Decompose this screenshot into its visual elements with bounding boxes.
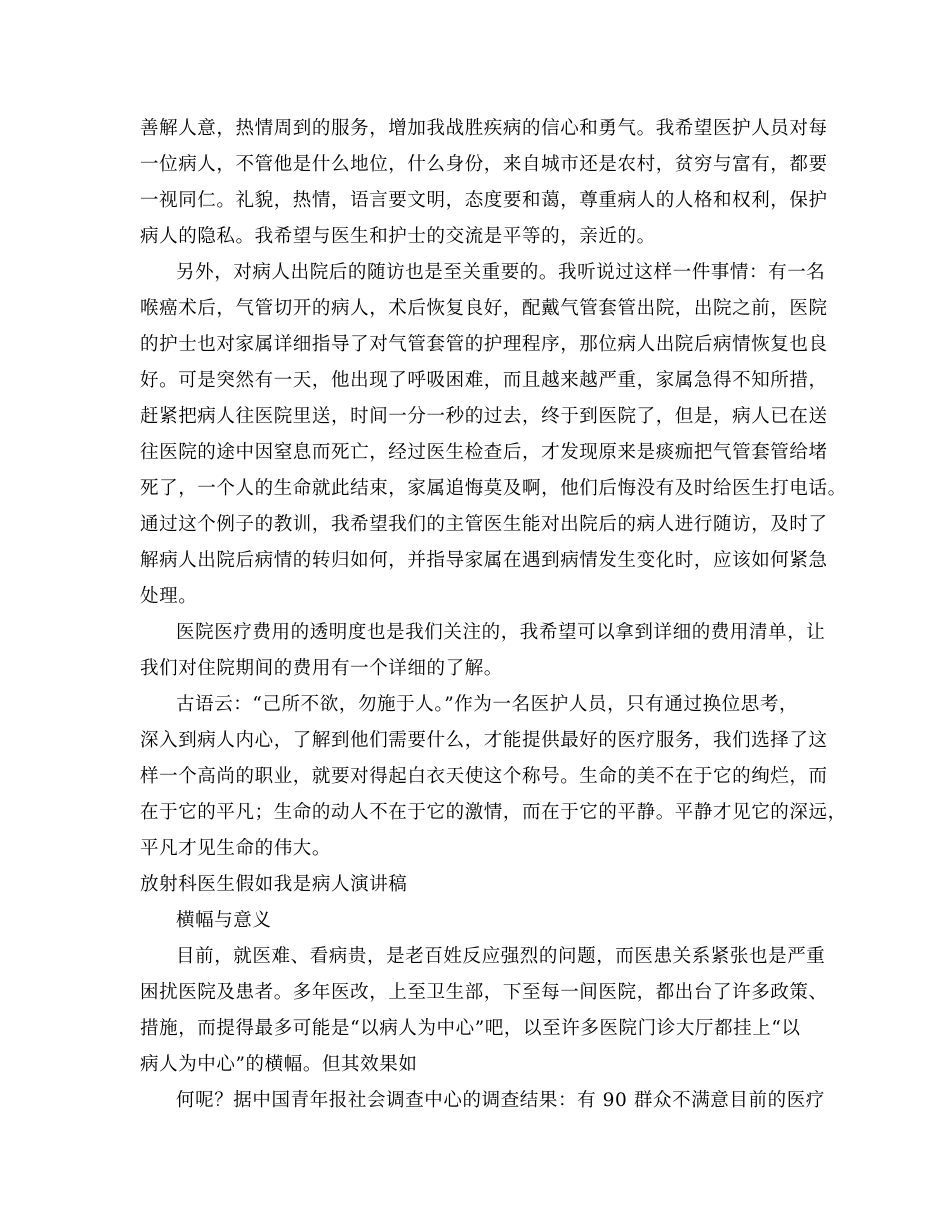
paragraph-line: 一视同仁。礼貌，热情，语言要文明，态度要和蔼，尊重病人的人格和权利，保护 <box>140 190 828 211</box>
paragraph-line: 好。可是突然有一天，他出现了呼吸困难，而且越来越严重，家属急得不知所措， <box>140 370 828 391</box>
paragraph-line: 平凡才见生命的伟大。 <box>140 838 332 859</box>
paragraph-line: 目前，就医难、看病贵，是老百姓反应强烈的问题，而医患关系紧张也是严重 <box>176 946 826 967</box>
paragraph-line: 处理。 <box>140 586 198 607</box>
paragraph-line: 我们对住院期间的费用有一个详细的了解。 <box>140 658 503 679</box>
paragraph-line: 何呢？据中国青年报社会调查中心的调查结果：有 90 群众不满意目前的医疗 <box>176 1090 825 1111</box>
paragraph-line: 赶紧把病人往医院里送，时间一分一秒的过去，终于到医院了，但是，病人已在送 <box>140 406 828 427</box>
paragraph-line: 善解人意，热情周到的服务，增加我战胜疾病的信心和勇气。我希望医护人员对每 <box>140 118 828 139</box>
paragraph-line: 病人的隐私。我希望与医生和护士的交流是平等的，亲近的。 <box>140 226 656 247</box>
document-title: 放射科医生假如我是病人演讲稿 <box>140 874 408 895</box>
paragraph-line: 往医院的途中因窒息而死亡，经过医生检查后，才发现原来是痰痂把气管套管给堵 <box>140 442 828 463</box>
paragraph-line: 在于它的平凡；生命的动人不在于它的激情，而在于它的平静。平静才见它的深远， <box>140 802 847 823</box>
paragraph-line: 喉癌术后，气管切开的病人，术后恢复良好，配戴气管套管出院，出院之前，医院 <box>140 298 828 319</box>
paragraph-line: 死了，一个人的生命就此结束，家属追悔莫及啊，他们后悔没有及时给医生打电话。 <box>140 478 847 499</box>
paragraph-line: 困扰医院及患者。多年医改，上至卫生部，下至每一间医院，都出台了许多政策、 <box>140 982 828 1003</box>
paragraph-line: 样一个高尚的职业，就要对得起白衣天使这个称号。生命的美不在于它的绚烂，而 <box>140 766 828 787</box>
paragraph-line: 医院医疗费用的透明度也是我们关注的，我希望可以拿到详细的费用清单，让 <box>176 622 826 643</box>
paragraph-line: 病人为中心”的横幅。但其效果如 <box>140 1054 418 1075</box>
paragraph-line: 的护士也对家属详细指导了对气管套管的护理程序，那位病人出院后病情恢复也良 <box>140 334 828 355</box>
paragraph-line: 通过这个例子的教训，我希望我们的主管医生能对出院后的病人进行随访，及时了 <box>140 514 828 535</box>
paragraph-line: 解病人出院后病情的转归如何，并指导家属在遇到病情发生变化时，应该如何紧急 <box>140 550 828 571</box>
section-heading: 横幅与意义 <box>176 910 272 931</box>
paragraph-line: 一位病人，不管他是什么地位，什么身份，来自城市还是农村，贫穷与富有，都要 <box>140 154 828 175</box>
paragraph-line: 深入到病人内心，了解到他们需要什么，才能提供最好的医疗服务，我们选择了这 <box>140 730 828 751</box>
paragraph-line: 另外，对病人出院后的随访也是至关重要的。我听说过这样一件事情：有一名 <box>176 262 826 283</box>
paragraph-line: 措施，而提得最多可能是“以病人为中心”吧，以至许多医院门诊大厅都挂上“以 <box>140 1018 801 1039</box>
paragraph-line: 古语云：“己所不欲，勿施于人。”作为一名医护人员，只有通过换位思考， <box>176 694 799 715</box>
